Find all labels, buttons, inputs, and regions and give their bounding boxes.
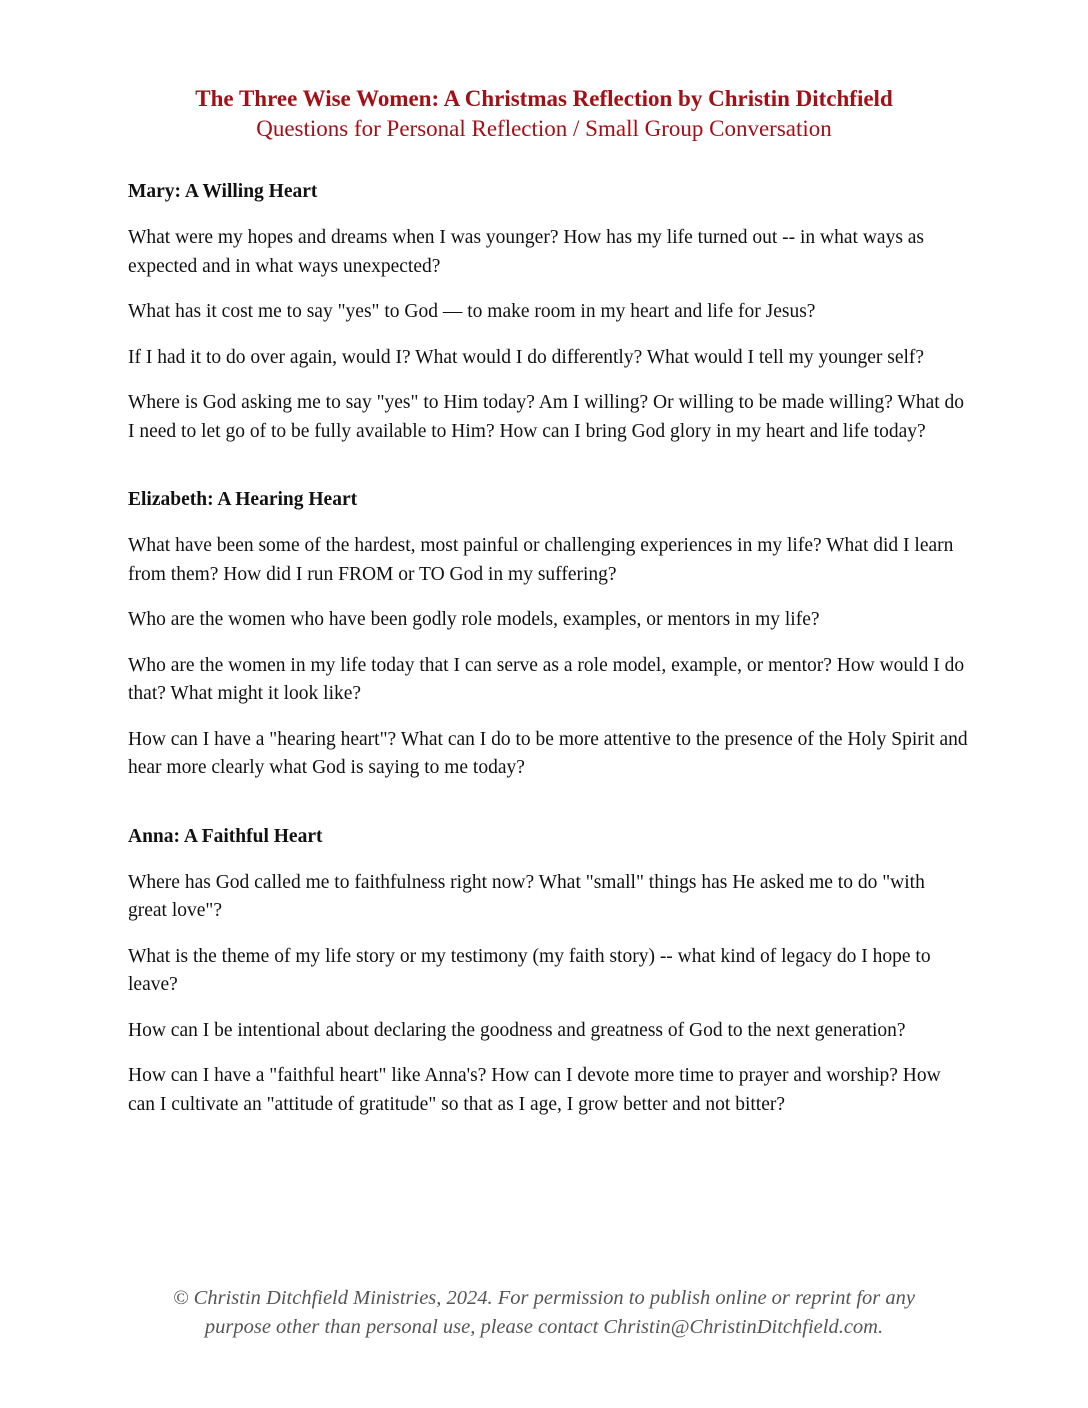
section-anna [128,823,968,1120]
question-paragraph: Who are the women who have been godly role models, examples, or mentors in my life? [128,609,820,630]
question-paragraph: If I had it to do over again, would I? What would I do differently? What would I tell my younger self? [128,346,925,368]
copyright-line-2: purpose other than personal use, please contact Christin@ChristinDitchfield.com. [204,1316,884,1338]
section-mary [128,178,968,446]
question-paragraph: Where has God called me to faithfulness right now? What "small" things has He asked me to do "with great love"? [128,871,925,921]
question-paragraph: Who are the women in my life today that I can serve as a role model, example, or mentor? How would I do that? What might it look like? [128,654,965,704]
question-paragraph: What has it cost me to say "yes" to God — to make room in my heart and life for Jesus? [128,301,816,322]
section-heading: Anna: A Faithful Heart [128,825,323,847]
question-paragraph: What were my hopes and dreams when I was younger? How has my life turned out -- in what ways as expected and in what ways unexpected? [128,227,925,277]
section-heading: Elizabeth: A Hearing Heart [128,489,358,510]
question-paragraph: What is the theme of my life story or my testimony (my faith story) -- what kind of legacy do I hope to leave? [128,945,931,995]
copyright-footer [0,1284,1088,1342]
section-elizabeth [128,486,968,783]
document-title: The Three Wise Women: A Christmas Reflection by Christin Ditchfield [195,86,893,111]
document-subtitle: Questions for Personal Reflection / Small Group Conversation [256,116,832,141]
copyright-line-1: © Christin Ditchfield Ministries, 2024. For permission to publish online or reprint for any [172,1287,915,1309]
question-paragraph: Where is God asking me to say "yes" to Him today? Am I willing? Or willing to be made willing? What do I need to let go of to be fully available to Him? How can I bring God glory in my heart and life today? [128,392,965,442]
document-header [0,84,1088,144]
question-paragraph: How can I have a "faithful heart" like Anna's? How can I devote more time to prayer and worship? How can I cultivate an "attitude of gratitude" so that as I age, I grow better and not bitter? [128,1065,941,1115]
section-heading: Mary: A Willing Heart [128,181,318,202]
document-body [128,178,968,1119]
question-paragraph: How can I be intentional about declaring the goodness and greatness of God to the next generation? [128,1019,906,1041]
question-paragraph: What have been some of the hardest, most painful or challenging experiences in my life? What did I learn from them? How did I run FROM or TO God in my suffering? [128,535,954,585]
question-paragraph: How can I have a "hearing heart"? What can I do to be more attentive to the presence of the Holy Spirit and hear more clearly what God is saying to me today? [128,728,968,778]
